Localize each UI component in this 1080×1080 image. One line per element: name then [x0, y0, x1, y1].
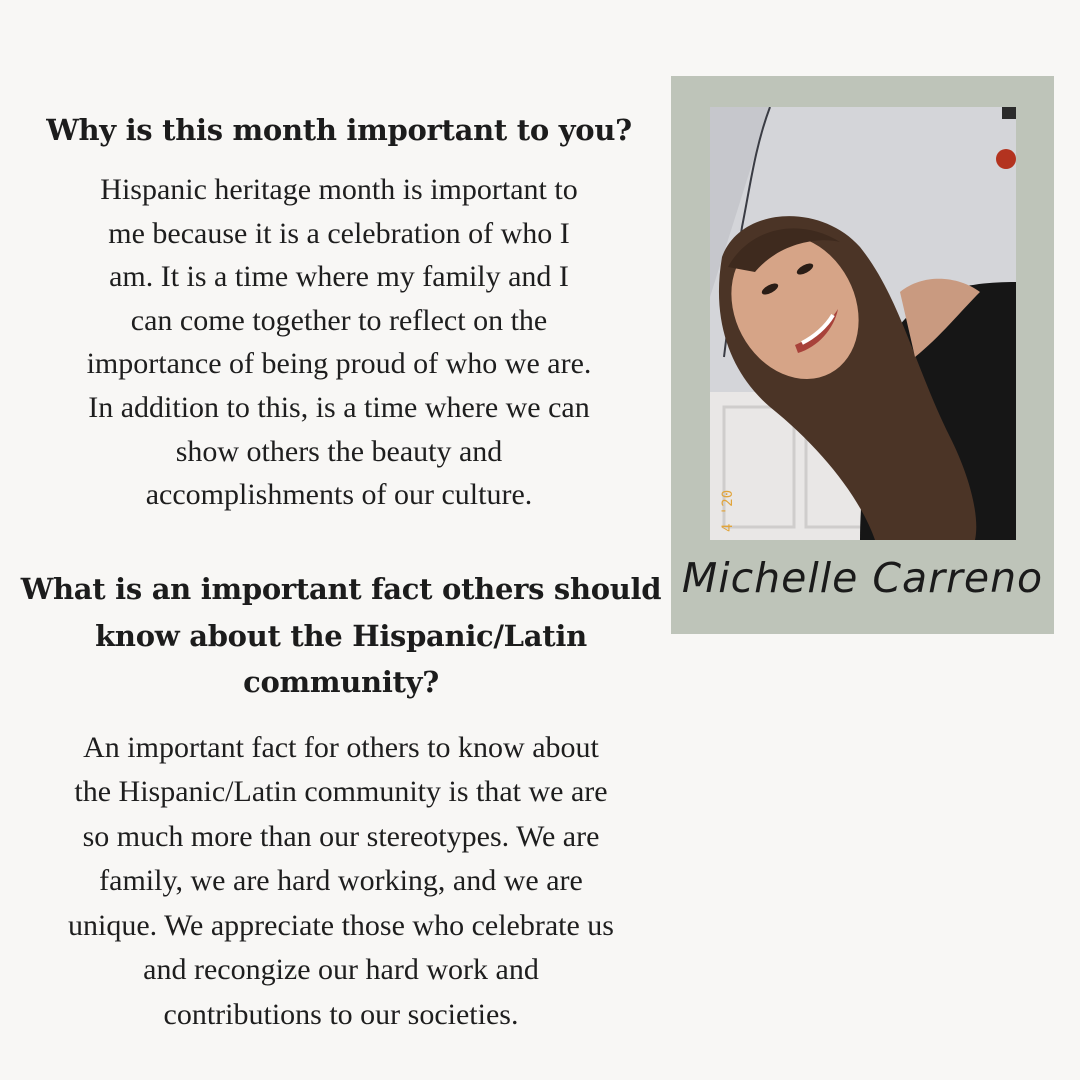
photo-dark-corner	[1002, 107, 1016, 119]
answer-line: so much more than our stereotypes. We are	[82, 819, 600, 853]
photo-red-object	[996, 149, 1016, 169]
polaroid-frame	[671, 76, 1054, 634]
question-1-answer	[14, 168, 664, 517]
question-2-section	[14, 566, 668, 1037]
answer-line: accomplishments of our culture.	[145, 478, 533, 512]
answer-line: importance of being proud of who we are.	[86, 347, 592, 381]
answer-line: me because it is a celebration of who I	[108, 216, 570, 250]
profile-photo	[710, 107, 1016, 540]
heading-line: What is an important fact others should	[20, 572, 662, 606]
answer-line: and recongize our hard work and	[143, 953, 539, 986]
answer-line: show others the beauty and	[175, 434, 503, 468]
answer-line: am. It is a time where my family and I	[109, 260, 569, 294]
answer-line: contributions to our societies.	[163, 997, 519, 1031]
answer-line: unique. We appreciate those who celebrate us	[68, 908, 614, 942]
signature-name: Michelle Carreno	[681, 554, 1044, 602]
answer-line: family, we are hard working, and we are	[99, 864, 583, 897]
photo-illustration	[710, 107, 1016, 540]
question-2-answer	[14, 726, 668, 1038]
answer-line: In addition to this, is a time where we can	[88, 390, 590, 424]
question-1-section	[14, 108, 664, 517]
question-2-heading	[14, 566, 668, 706]
heading-line: know about the Hispanic/Latin	[95, 618, 587, 653]
question-1-heading: Why is this month important to you?	[46, 113, 632, 147]
answer-line: can come together to reflect on the	[130, 303, 548, 337]
photo-date-stamp: 4 '20	[720, 489, 736, 532]
heading-line: community?	[243, 665, 439, 699]
answer-line: An important fact for others to know about	[83, 730, 599, 764]
answer-line: Hispanic heritage month is important to	[100, 173, 578, 206]
answer-line: the Hispanic/Latin community is that we are	[74, 775, 608, 808]
